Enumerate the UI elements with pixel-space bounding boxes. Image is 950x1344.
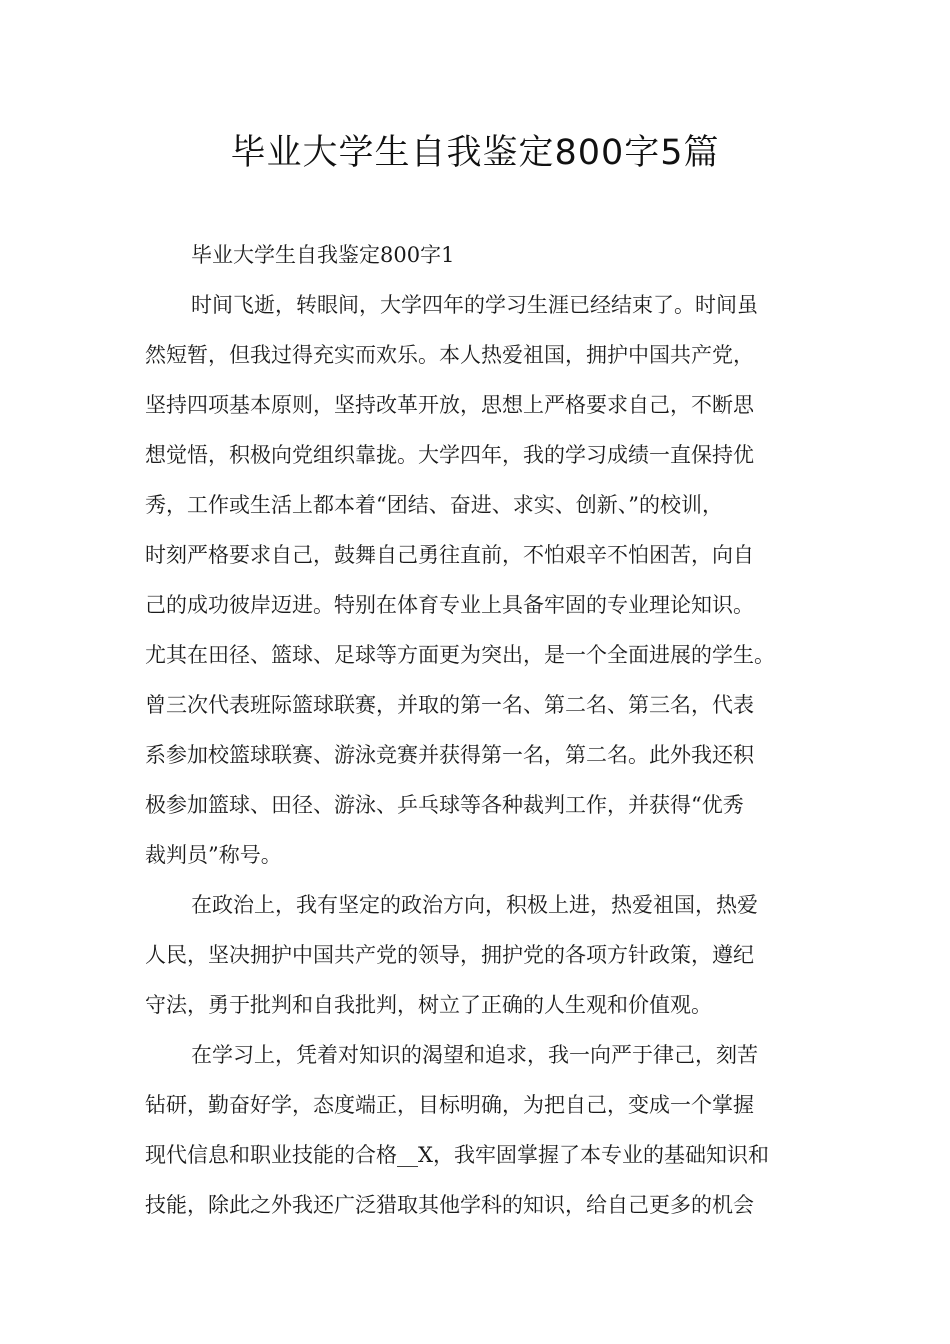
paragraph-line: 想觉悟，积极向党组织靠拢。大学四年，我的学习成绩一直保持优: [145, 443, 754, 467]
paragraph-line: 曾三次代表班际篮球联赛，并取的第一名、第二名、第三名，代表: [145, 693, 754, 717]
paragraph-line: 极参加篮球、田径、游泳、乒乓球等各种裁判工作，并获得“优秀: [145, 793, 744, 817]
paragraph-line: 系参加校篮球联赛、游泳竞赛并获得第一名，第二名。此外我还积: [145, 743, 754, 767]
paragraph-line: 守法，勇于批判和自我批判，树立了正确的人生观和价值观。: [145, 993, 712, 1017]
paragraph-line: 现代信息和职业技能的合格__X，我牢固掌握了本专业的基础知识和: [145, 1143, 769, 1167]
paragraph-line: 秀，工作或生活上都本着“团结、奋进、求实、创新、”的校训，: [145, 493, 723, 517]
paragraph-line: 时刻严格要求自己，鼓舞自己勇往直前，不怕艰辛不怕困苦，向自: [145, 543, 754, 567]
paragraph-line: 裁判员”称号。: [145, 843, 282, 867]
paragraph-line: 己的成功彼岸迈进。特别在体育专业上具备牢固的专业理论知识。: [145, 593, 754, 617]
paragraph-line: 在学习上，凭着对知识的渴望和追求，我一向严于律己，刻苦: [191, 1043, 758, 1067]
document-title: 毕业大学生自我鉴定800字5篇: [230, 133, 720, 173]
document-body: [145, 230, 825, 1230]
paragraph-line: 时间飞逝，转眼间，大学四年的学习生涯已经结束了。时间虽: [191, 293, 758, 317]
paragraph-line: 然短暂，但我过得充实而欢乐。本人热爱祖国，拥护中国共产党，: [145, 343, 754, 367]
paragraph-line: 在政治上，我有坚定的政治方向，积极上进，热爱祖国，热爱: [191, 893, 758, 917]
paragraph-line: 尤其在田径、篮球、足球等方面更为突出，是一个全面进展的学生。: [145, 643, 775, 667]
paragraph-line: 技能，除此之外我还广泛猎取其他学科的知识，给自己更多的机会: [145, 1193, 754, 1217]
paragraph-line: 坚持四项基本原则，坚持改革开放，思想上严格要求自己，不断思: [145, 393, 754, 417]
paragraph-line: 钻研，勤奋好学，态度端正，目标明确，为把自己，变成一个掌握: [145, 1093, 754, 1117]
section-heading: 毕业大学生自我鉴定800字1: [191, 243, 455, 267]
paragraph-line: 人民，坚决拥护中国共产党的领导，拥护党的各项方针政策，遵纪: [145, 943, 754, 967]
